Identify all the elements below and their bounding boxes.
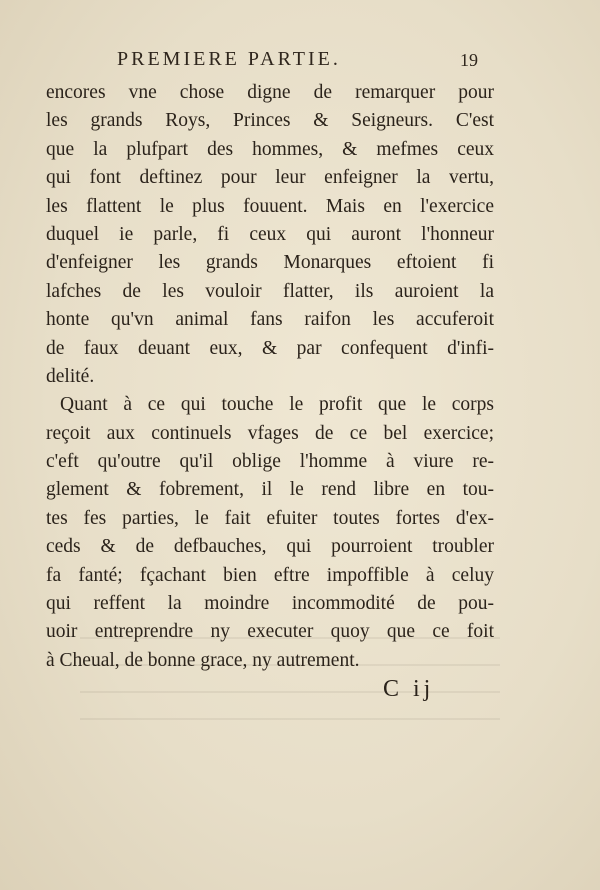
- text-line: lafches de les vouloir flatter, ils auroient la: [46, 280, 494, 302]
- text-line: encores vne chose digne de remarquer pour: [46, 82, 494, 103]
- text-line: duquel ie parle, fi ceux qui auront l'honneur: [46, 223, 494, 245]
- text-line: fa fanté; fçachant bien eftre impoffible à celuy: [46, 564, 494, 586]
- text-line: à Cheual, de bonne grace, ny autrement.: [46, 649, 360, 671]
- text-line: que la plufpart des hommes, & mefmes ceux: [46, 138, 494, 160]
- paragraph-start-line: Quant à ce qui touche le profit que le corps: [60, 394, 494, 416]
- text-line: d'enfeigner les grands Monarques eftoient fi: [46, 252, 494, 274]
- running-head-title: PREMIERE PARTIE.: [117, 48, 341, 70]
- text-line: de faux deuant eux, & par confequent d'infi-: [46, 337, 494, 359]
- signature-mark: C ij: [383, 676, 435, 702]
- text-line: glement & fobrement, il le rend libre en tou-: [46, 479, 494, 501]
- text-line: delité.: [46, 365, 95, 387]
- text-line: qui font deftinez pour leur enfeigner la vertu,: [46, 167, 494, 189]
- text-line: les flattent le plus fouuent. Mais en l'exercice: [46, 195, 494, 217]
- text-line: c'eft qu'outre qu'il oblige l'homme à viure re-: [46, 451, 494, 473]
- text-line: uoir entreprendre ny executer quoy que ce foit: [46, 621, 494, 643]
- running-head: [0, 48, 600, 78]
- text-line: reçoit aux continuels vfages de ce bel exercice;: [46, 422, 494, 444]
- text-line: tes fes parties, le fait efuiter toutes fortes d'ex-: [46, 507, 494, 529]
- text-line: les grands Roys, Princes & Seigneurs. C'est: [46, 110, 494, 132]
- text-line: honte qu'vn animal fans raifon les accuferoit: [46, 309, 494, 331]
- text-line: qui reffent la moindre incommodité de pou-: [46, 593, 494, 615]
- text-line: ceds & de defbauches, qui pourroient troubler: [46, 536, 494, 558]
- page-number: 19: [460, 50, 478, 70]
- body-text: [46, 79, 494, 675]
